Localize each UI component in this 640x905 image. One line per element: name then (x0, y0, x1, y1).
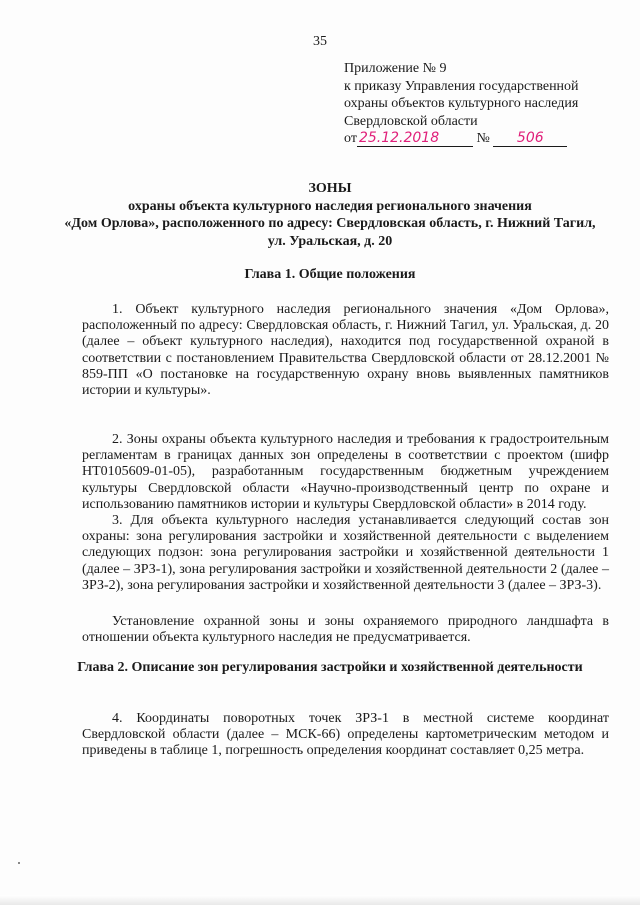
appendix-line-3: охраны объектов культурного наследия (344, 96, 579, 111)
number-label: № (476, 131, 490, 146)
order-date-number-row (344, 130, 624, 148)
paragraph-4: 4. Координаты поворотных точек ЗРЗ-1 в местной системе координат Свердловской области (далее – МСК-66) определены картометрическим методом и приведены в таблице 1, погрешность определения координат составляет 0,25 метра. (82, 711, 609, 759)
appendix-header (344, 60, 624, 148)
handwritten-number: 506 (493, 131, 567, 147)
handwritten-date: 25.12.2018 (357, 131, 473, 147)
scan-bottom-edge (0, 895, 640, 905)
title-line-2: охраны объекта культурного наследия регионального значения (128, 198, 532, 214)
paragraph-2: 2. Зоны охраны объекта культурного наследия и требования к градостроительным регламентам в границах данных зон определены в соответствии с проектом (шифр НТ0105609-01-05), разработанным государственным бюджетным учреждением культуры Свердловской области «Научно-производственный центр по охране и использованию памятников истории и культуры Свердловской области» в 2014 году. (82, 432, 609, 512)
scan-speck (18, 862, 20, 864)
chapter-2-heading: Глава 2. Описание зон регулирования застройки и хозяйственной деятельности (77, 660, 583, 675)
from-label: от (344, 131, 357, 146)
appendix-line-2: к приказу Управления государственной (344, 78, 579, 94)
title-line-1: ЗОНЫ (308, 181, 352, 196)
paragraph-3: 3. Для объекта культурного наследия устанавливается следующий состав зон охраны: зона регулирования застройки и хозяйственной деятельности с выделением следующих подзон: зона регулирования застройки и хозяйственной деятельности 1 (далее – ЗРЗ-1), зона регулирования застройки и хозяйственной деятельности 2 (далее – ЗРЗ-2), зона регулирования застройки и хозяйственной деятельности 3 (далее – ЗРЗ-3). (82, 513, 609, 593)
paragraph-1: 1. Объект культурного наследия регионального значения «Дом Орлова», расположенный по адресу: Свердловская область, г. Нижний Тагил, ул. Уральская, д. 20 (далее – объект культурного наследия), находится под государственной охраной в соответствии с постановлением Правительства Свердловской области от 28.12.2001 № 859-ПП «О постановке на государственную охрану вновь выявленных памятников истории и культуры». (82, 302, 609, 399)
chapter-1-heading: Глава 1. Общие положения (244, 267, 416, 282)
page-number: 35 (313, 34, 327, 49)
document-title (60, 180, 600, 250)
appendix-line-4: Свердловской области (344, 113, 478, 129)
appendix-line-1: Приложение № 9 (344, 61, 447, 76)
title-line-3: «Дом Орлова», расположенного по адресу: Свердловская область, г. Нижний Тагил, ул. Уральская, д. 20 (64, 216, 596, 249)
paragraph-3-continuation: Установление охранной зоны и зоны охраняемого природного ландшафта в отношении объекта культурного наследия не предусматривается. (82, 614, 609, 646)
